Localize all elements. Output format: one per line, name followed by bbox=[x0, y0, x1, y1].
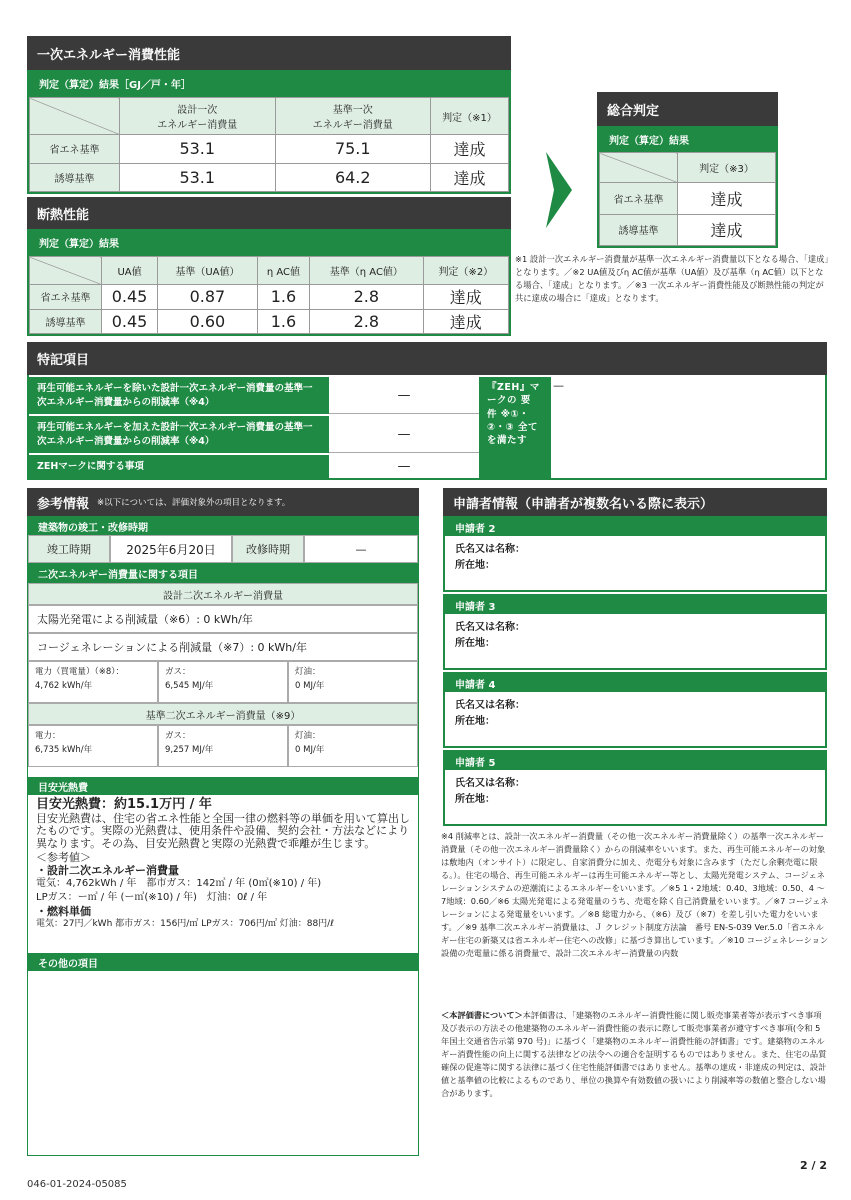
applicant-fields bbox=[445, 692, 825, 736]
energy-col-design: 設計一次 エネルギー消費量 bbox=[120, 98, 276, 135]
design-secondary-line2: LPガス：ー㎥ / 年 (ー㎥(※10) / 年) 灯油：0ℓ / 年 bbox=[36, 891, 268, 903]
reference-heading: ＜参考値＞ bbox=[36, 850, 91, 864]
insul-col: 判定（※2） bbox=[423, 257, 508, 285]
cogen-reduction: コージェネレーションによる削減量（※7）: 0 kWh/年 bbox=[28, 633, 418, 661]
overall-result: 達成 bbox=[678, 183, 776, 215]
energy-value: 75.1 bbox=[275, 135, 431, 164]
base-gas bbox=[158, 725, 288, 767]
energy-table bbox=[29, 97, 509, 192]
insul-title bbox=[27, 197, 511, 229]
base-oil-label: 灯油： bbox=[295, 731, 321, 741]
special-value: — bbox=[329, 416, 479, 453]
applicant-label: 申請者 4 bbox=[445, 674, 825, 692]
design-secondary-heading: ・設計二次エネルギー消費量 bbox=[36, 863, 179, 877]
unit-price-line: 電気：27円／kWh 都市ガス：156円/㎥ LPガス：706円/㎥ 灯油：88円/ℓ bbox=[36, 919, 334, 930]
design-elec bbox=[28, 661, 158, 703]
overall-note: ※1 設計一次エネルギー消費量が基準一次エネルギー消費量以下となる場合、「達成」となります。／※2 UA値及びη AC値が基準（UA値）及び基準（η AC値）以下となる場合、「達成」となります。／※3 一次エネルギー消費性能及び断熱性能の判定が共に達成の場合に「達成」となります。 bbox=[515, 254, 829, 303]
base-secondary-title: 基準二次エネルギー消費量（※9） bbox=[28, 703, 418, 725]
special-value: — bbox=[329, 377, 479, 414]
special-title-text: 特記項目 bbox=[37, 353, 90, 368]
energy-result: 達成 bbox=[431, 163, 509, 192]
diag-cell bbox=[30, 257, 102, 285]
insul-col: 基準（UA値） bbox=[158, 257, 258, 285]
row-label: 誘導基準 bbox=[600, 214, 678, 246]
energy-value: 53.1 bbox=[120, 163, 276, 192]
insul-table-box bbox=[27, 229, 511, 336]
insul-title-text: 断熱性能 bbox=[37, 207, 90, 223]
base-oil-value: 0 MJ/年 bbox=[295, 745, 325, 756]
row-label: 省エネ基準 bbox=[30, 135, 120, 164]
applicant-name-label: 氏名又は名称： bbox=[455, 778, 525, 789]
applicant-label: 申請者 5 bbox=[445, 752, 825, 770]
evaluation-note-heading: ＜本評価書について＞ bbox=[441, 1010, 523, 1020]
applicant-name-label: 氏名又は名称： bbox=[455, 544, 525, 555]
applicant-label: 申請者 3 bbox=[445, 596, 825, 614]
base-gas-label: ガス： bbox=[165, 731, 191, 741]
energy-value: 53.1 bbox=[120, 135, 276, 164]
energy-col-result: 判定（※1） bbox=[431, 98, 509, 135]
ref-section-cost: 目安光熱費 bbox=[28, 777, 418, 795]
special-row-label: 再生可能エネルギーを加えた設計一次エネルギー消費量の基準一次エネルギー消費量からの削減率（※4） bbox=[29, 416, 329, 453]
design-elec-value: 4,762 kWh/年 bbox=[35, 681, 93, 692]
design-secondary-line1: 電気：4,762kWh / 年 都市ガス：142㎥ / 年 (0㎥(※10) / 年) bbox=[36, 877, 322, 889]
design-secondary-title: 設計二次エネルギー消費量 bbox=[28, 583, 418, 605]
special-title bbox=[27, 342, 827, 375]
arrow-right-icon bbox=[546, 152, 572, 228]
energy-subheader: 判定（算定）結果［GJ／戸・年］ bbox=[29, 70, 509, 97]
insul-table bbox=[29, 256, 509, 334]
ref-note: ※以下については、評価対象外の項目となります。 bbox=[97, 498, 291, 508]
insul-value: 0.45 bbox=[102, 309, 158, 334]
renovation-label: 改修時期 bbox=[232, 535, 304, 563]
applicant-card bbox=[443, 594, 827, 670]
energy-value: 64.2 bbox=[275, 163, 431, 192]
applicant-card bbox=[443, 750, 827, 826]
applicant-label: 申請者 2 bbox=[445, 518, 825, 536]
cost-headline: 目安光熱費：約15.1万円 / 年 bbox=[36, 797, 212, 812]
special-value: — bbox=[397, 459, 411, 474]
diag-cell bbox=[600, 153, 678, 183]
zeh-value: — bbox=[553, 379, 564, 392]
energy-title bbox=[27, 36, 511, 70]
insul-subheader: 判定（算定）結果 bbox=[29, 229, 509, 256]
insul-col: 基準（η AC値） bbox=[310, 257, 424, 285]
energy-title-text: 一次エネルギー消費性能 bbox=[37, 47, 181, 63]
special-row-label: 再生可能エネルギーを除いた設計一次エネルギー消費量の基準一次エネルギー消費量からの削減率（※4） bbox=[29, 377, 329, 414]
cost-description: 目安光熱費は、住宅の省エネ性能と全国一律の燃料等の単価を用いて算出したものです。実際の光熱費は、使用条件や設備、契約会社・方法などにより異なります。その為、目安光熱費と実際の光熱費で乖離が生じます。 bbox=[36, 811, 410, 850]
insul-value: 1.6 bbox=[257, 285, 309, 310]
overall-subheader: 判定（算定）結果 bbox=[599, 126, 776, 152]
applicant-name-label: 氏名又は名称： bbox=[455, 700, 525, 711]
design-gas bbox=[158, 661, 288, 703]
row-label: 省エネ基準 bbox=[600, 183, 678, 215]
design-elec-label: 電力（買電量）（※8）： bbox=[35, 667, 125, 677]
row-label: 省エネ基準 bbox=[30, 285, 102, 310]
insul-value: 1.6 bbox=[257, 309, 309, 334]
design-oil bbox=[288, 661, 418, 703]
applicant-list bbox=[443, 516, 827, 823]
applicant-address-label: 所在地： bbox=[455, 716, 495, 727]
row-label: 誘導基準 bbox=[30, 163, 120, 192]
evaluation-note bbox=[441, 1009, 829, 1100]
applicant-address-label: 所在地： bbox=[455, 560, 495, 571]
design-gas-value: 6,545 MJ/年 bbox=[165, 681, 214, 692]
document-code: 046-01-2024-05085 bbox=[27, 1179, 127, 1190]
applicant-address-label: 所在地： bbox=[455, 638, 495, 649]
applicant-name-label: 氏名又は名称： bbox=[455, 622, 525, 633]
insul-result: 達成 bbox=[423, 285, 508, 310]
footnote-4-10: ※4 削減率とは、設計一次エネルギー消費量（その他一次エネルギー消費量除く）の基準一次エネルギー消費量（その他一次エネルギー消費量除く）からの削減率をいいます。また、再生可能エネルギーの対象は敷地内（オンサイト）に限定し、自家消費分に加え、売電分も対象に含みます（ただし余剰売電に限る。）。住宅の場合、再生可能エネルギーは再生可能エネルギー等とし、太陽光発電システム、コージェネレーションシステムの逆潮流によるエネルギーをいいます。／※5 1・2地域：0.40、3地域：0.50、4 ～ 7地域：0.60／※6 太陽光発電による発電量のうち、売電を除く自己消費量をいいます。／※7 コージェネレーションによる発電量をいいます。／※8 総電力から、（※6）及び（※7）を差し引いた電力をいいます。／※9 基準二次エネルギー消費量は、Ｊ クレジット制度方法論 番号 EN-S-039 Ver.5.0「省エネルギー住宅の新築又は省エネルギー住宅への改修」に基づき算出しています。／※10 コージェネレーション設備の売電量に係る消費量で、設計二次エネルギー消費量の内数 bbox=[441, 831, 829, 958]
insul-value: 0.87 bbox=[158, 285, 258, 310]
applicant-fields bbox=[445, 770, 825, 814]
base-oil bbox=[288, 725, 418, 767]
insul-value: 0.60 bbox=[158, 309, 258, 334]
ref-section-secondary: 二次エネルギー消費量に関する項目 bbox=[28, 563, 418, 583]
diag-cell bbox=[30, 98, 120, 135]
overall-title bbox=[597, 92, 778, 126]
applicant-card bbox=[443, 672, 827, 748]
insul-col: η AC値 bbox=[257, 257, 309, 285]
design-oil-value: 0 MJ/年 bbox=[295, 681, 325, 692]
unit-price-heading: ・燃料単価 bbox=[36, 904, 91, 918]
design-oil-label: 灯油： bbox=[295, 667, 321, 677]
energy-col-base: 基準一次 エネルギー消費量 bbox=[275, 98, 431, 135]
completion-date: 2025年6月20日 bbox=[110, 535, 232, 563]
zeh-label: 『ZEH』マークの 要 件 ※①・②・③ 全てを満たす bbox=[479, 377, 551, 478]
applicant-card bbox=[443, 516, 827, 592]
insul-value: 2.8 bbox=[310, 285, 424, 310]
overall-table bbox=[599, 152, 776, 246]
overall-table-box bbox=[597, 126, 778, 248]
overall-col: 判定（※3） bbox=[678, 153, 776, 183]
base-gas-value: 9,257 MJ/年 bbox=[165, 745, 214, 756]
base-breakdown bbox=[28, 725, 418, 767]
design-gas-label: ガス： bbox=[165, 667, 191, 677]
solar-reduction: 太陽光発電による削減量（※6）: 0 kWh/年 bbox=[28, 605, 418, 633]
completion-row bbox=[28, 535, 418, 563]
insul-value: 0.45 bbox=[102, 285, 158, 310]
insul-col: UA値 bbox=[102, 257, 158, 285]
overall-result: 達成 bbox=[678, 214, 776, 246]
cost-block bbox=[28, 795, 418, 953]
applicant-fields bbox=[445, 536, 825, 580]
ref-section-completion: 建築物の竣工・改修時期 bbox=[28, 517, 418, 535]
applicant-fields bbox=[445, 614, 825, 658]
insul-value: 2.8 bbox=[310, 309, 424, 334]
applicant-title-text: 申請者情報（申請者が複数名いる際に表示） bbox=[453, 496, 714, 512]
ref-section-other: その他の項目 bbox=[28, 953, 418, 971]
base-elec bbox=[28, 725, 158, 767]
special-row-label: ZEHマークに関する事項 bbox=[29, 455, 329, 478]
renovation-value: — bbox=[304, 535, 418, 563]
special-box bbox=[27, 375, 827, 480]
applicant-title bbox=[443, 488, 827, 516]
energy-table-box bbox=[27, 70, 511, 194]
ref-title bbox=[27, 488, 419, 516]
base-elec-value: 6,735 kWh/年 bbox=[35, 745, 93, 756]
ref-box bbox=[27, 516, 419, 1156]
ref-title-text: 参考情報 bbox=[37, 496, 90, 512]
overall-title-text: 総合判定 bbox=[607, 103, 660, 119]
applicant-address-label: 所在地： bbox=[455, 794, 495, 805]
completion-label: 竣工時期 bbox=[28, 535, 110, 563]
insul-result: 達成 bbox=[423, 309, 508, 334]
design-breakdown bbox=[28, 661, 418, 703]
page-number: 2 / 2 bbox=[800, 1159, 827, 1172]
row-label: 誘導基準 bbox=[30, 309, 102, 334]
energy-result: 達成 bbox=[431, 135, 509, 164]
evaluation-note-body: 本評価書は、「建築物のエネルギー消費性能に関し販売事業者等が表示すべき事項及び表示の方法その他建築物のエネルギー消費性能の表示に際して販売事業者が遵守すべき事項(令和 5 年国土交通省告示第 970 号)」に基づく「建築物のエネルギー消費性能の評価書」です。建築物のエネルギー消費性能の向上に関する法律などの法令への適合を証明するものではありません。また、住宅の品質確保の促進等に関する法律に基づく住宅性能評価書ではありません。基準の達成・非達成の判定は、設計値と基準値の比較によるものであり、単位の換算や有効数値の扱いにより削減率等の数値と整合しない場合があります。 bbox=[441, 1010, 827, 1098]
base-elec-label: 電力： bbox=[35, 731, 61, 741]
